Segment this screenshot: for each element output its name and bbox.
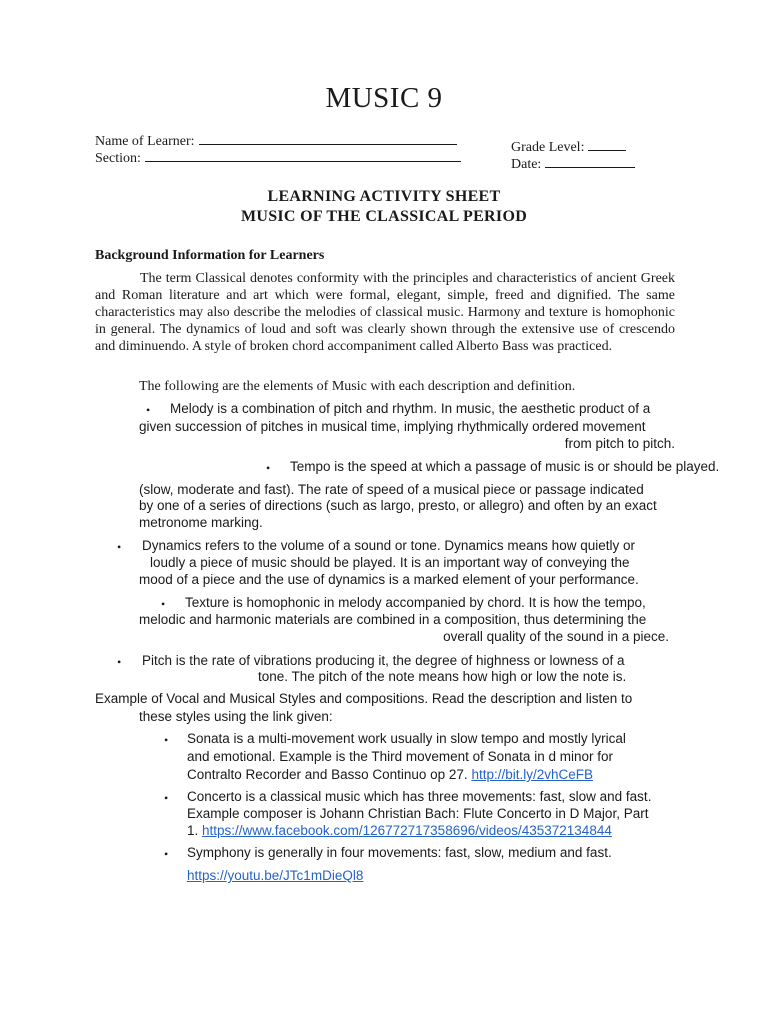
sonata-bullet: • xyxy=(164,733,169,747)
dynamics-line-2: loudly a piece of music should be played. It is an important way of conveying the xyxy=(150,555,630,570)
dynamics-line-3: mood of a piece and the use of dynamics is a marked element of your performance. xyxy=(139,572,639,587)
concerto-line-1: Concerto is a classical music which has three movements: fast, slow and fast. xyxy=(187,789,652,804)
background-paragraph: The term Classical denotes conformity with the principles and characteristics of ancient Greek and Roman literature and art which were formal, elegant, simple, freed and dignified. The same characteristics may also describe the melodies of classical music. Harmony and texture is homophonic in general. The dynamics of loud and soft was clearly shown through the extensive use of crescendo and diminuendo. A style of broken chord accompaniment called Alberto Bass was practiced. xyxy=(95,271,675,354)
grade-level-field xyxy=(511,139,626,156)
tempo-line-1: Tempo is the speed at which a passage of music is or should be played. xyxy=(290,459,720,474)
symphony-line-1: Symphony is generally in four movements: fast, slow, medium and fast. xyxy=(187,845,612,860)
melody-line-2: given succession of pitches in musical time, implying rhythmically ordered movement xyxy=(139,419,646,434)
concerto-bullet: • xyxy=(164,791,169,805)
elements-intro: The following are the elements of Music with each description and definition. xyxy=(139,379,576,394)
date-label: Date: xyxy=(511,157,542,172)
sonata-line-3 xyxy=(187,767,593,782)
background-heading: Background Information for Learners xyxy=(95,248,325,263)
sonata-line-3-text: Contralto Recorder and Basso Continuo op 27. xyxy=(187,767,468,782)
concerto-line-2: Example composer is Johann Christian Bach: Flute Concerto in D Major, Part xyxy=(187,806,649,821)
name-of-learner-label: Name of Learner: xyxy=(95,134,195,149)
date-blank-line[interactable] xyxy=(545,156,635,168)
example-intro-line-2: these styles using the link given: xyxy=(139,709,333,724)
name-of-learner-field xyxy=(95,133,457,150)
page-title: MUSIC 9 xyxy=(325,82,443,114)
dynamics-bullet: • xyxy=(117,540,122,554)
date-field xyxy=(511,156,635,173)
melody-line-3: from pitch to pitch. xyxy=(564,436,675,451)
texture-line-2: melodic and harmonic materials are combined in a composition, thus determining the xyxy=(139,612,647,627)
tempo-bullet: • xyxy=(266,461,271,475)
texture-bullet: • xyxy=(161,597,166,611)
texture-line-3: overall quality of the sound in a piece. xyxy=(443,629,669,644)
name-blank-line[interactable] xyxy=(199,133,457,145)
tempo-line-3: by one of a series of directions (such as largo, presto, or allegro) and often by an exact xyxy=(139,498,657,513)
symphony-link[interactable]: https://youtu.be/JTc1mDieQl8 xyxy=(187,868,364,883)
melody-bullet: • xyxy=(146,403,151,417)
sonata-link[interactable]: http://bit.ly/2vhCeFB xyxy=(471,767,594,782)
sonata-line-2: and emotional. Example is the Third movement of Sonata in d minor for xyxy=(187,749,613,764)
texture-line-1: Texture is homophonic in melody accompanied by chord. It is how the tempo, xyxy=(185,595,646,610)
concerto-line-3-text: 1. xyxy=(187,823,199,838)
sheet-heading: LEARNING ACTIVITY SHEET xyxy=(267,188,501,205)
tempo-line-2: (slow, moderate and fast). The rate of speed of a musical piece or passage indicated xyxy=(139,482,644,497)
section-label: Section: xyxy=(95,151,141,166)
pitch-line-1: Pitch is the rate of vibrations producing it, the degree of highness or lowness of a xyxy=(142,653,625,668)
grade-blank-line[interactable] xyxy=(588,139,626,151)
grade-level-label: Grade Level: xyxy=(511,140,585,155)
tempo-line-4: metronome marking. xyxy=(139,515,263,530)
concerto-line-3 xyxy=(187,823,612,838)
dynamics-line-1: Dynamics refers to the volume of a sound or tone. Dynamics means how quietly or xyxy=(142,538,635,553)
pitch-bullet: • xyxy=(117,655,122,669)
section-field xyxy=(95,150,461,167)
sheet-subheading: MUSIC OF THE CLASSICAL PERIOD xyxy=(240,208,528,225)
sonata-line-1: Sonata is a multi-movement work usually in slow tempo and mostly lyrical xyxy=(187,731,626,746)
symphony-bullet: • xyxy=(164,847,169,861)
melody-line-1: Melody is a combination of pitch and rhythm. In music, the aesthetic product of a xyxy=(170,401,651,416)
pitch-line-2: tone. The pitch of the note means how high or low the note is. xyxy=(258,669,627,684)
section-blank-line[interactable] xyxy=(145,150,461,162)
concerto-link[interactable]: https://www.facebook.com/126772717358696/videos/435372134844 xyxy=(202,823,612,838)
example-intro-line-1: Example of Vocal and Musical Styles and compositions. Read the description and listen to xyxy=(95,691,633,706)
